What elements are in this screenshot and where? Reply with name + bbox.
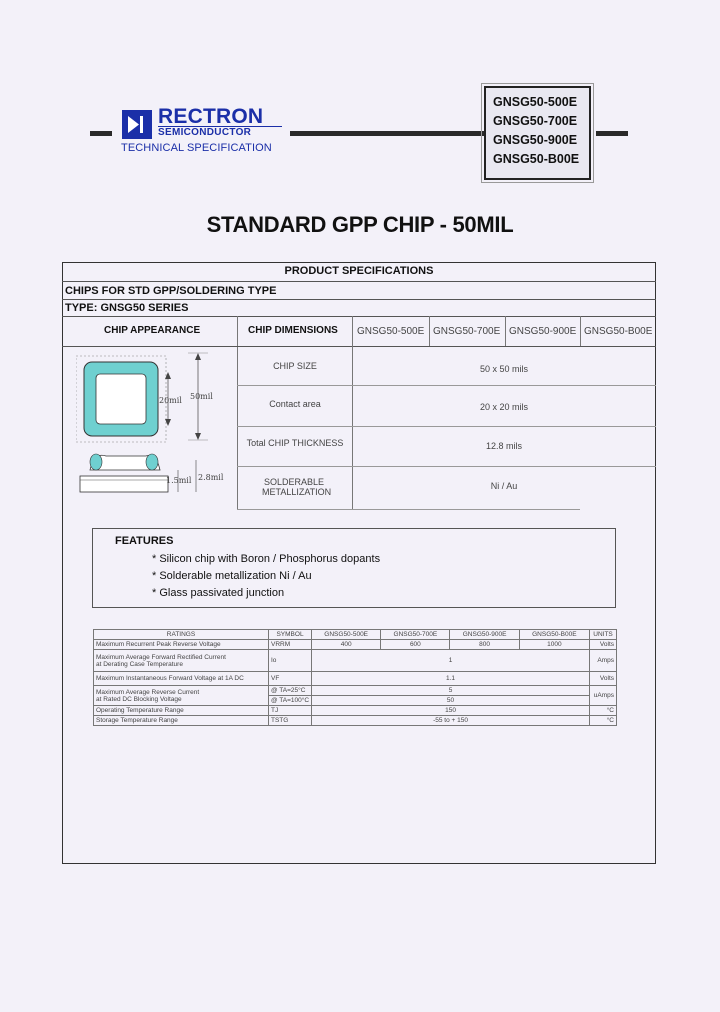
chip-appearance-header: CHIP APPEARANCE	[104, 325, 201, 336]
table-cell: 400	[312, 640, 381, 650]
model-header: GNSG50-900E	[509, 326, 577, 337]
table-header: SYMBOL	[269, 630, 312, 640]
table-cell: 50	[312, 696, 590, 706]
table-cell: °C	[590, 706, 617, 716]
ratings-table	[93, 629, 617, 726]
table-row	[94, 640, 617, 650]
table-cell: TJ	[269, 706, 312, 716]
table-cell: @ TA=100°C	[269, 696, 312, 706]
table-cell: °C	[590, 716, 617, 726]
outer-dimension-label: 50mil	[190, 392, 213, 401]
param-line: at Rated DC Blocking Voltage	[96, 695, 182, 703]
header-rule-right	[596, 131, 628, 136]
table-row	[94, 706, 617, 716]
divider	[62, 316, 656, 317]
dim-label: SOLDERABLE METALLIZATION	[262, 477, 332, 497]
part-number: GNSG50-B00E	[493, 152, 580, 166]
table-cell: Maximum Instantaneous Forward Voltage at 1A DC	[94, 672, 269, 686]
table-header-row	[94, 630, 617, 640]
inner-dimension-label: 20mil	[159, 396, 182, 405]
spec-heading: PRODUCT SPECIFICATIONS	[284, 265, 434, 277]
table-cell: 600	[381, 640, 450, 650]
header-rule-middle	[290, 131, 484, 136]
table-cell: Storage Temperature Range	[94, 716, 269, 726]
chip-dimensions-header: CHIP DIMENSIONS	[248, 325, 338, 336]
param-line: Maximum Average Reverse Current	[96, 688, 200, 696]
divider	[237, 385, 656, 386]
chips-for-label: CHIPS FOR STD GPP/SOLDERING TYPE	[65, 285, 277, 297]
table-cell: TSTG	[269, 716, 312, 726]
param-line: at Derating Case Temperature	[96, 660, 183, 668]
table-cell: VRRM	[269, 640, 312, 650]
table-header: GNSG50-900E	[450, 630, 519, 640]
part-number: GNSG50-900E	[493, 133, 578, 147]
param-line: Maximum Average Forward Rectified Current	[96, 653, 226, 661]
divider	[62, 299, 656, 300]
table-cell: 1.1	[312, 672, 590, 686]
table-cell	[94, 650, 269, 672]
table-row	[94, 716, 617, 726]
table-cell	[94, 686, 269, 706]
dim-value: 20 x 20 mils	[479, 402, 529, 412]
table-header: GNSG50-700E	[381, 630, 450, 640]
divider	[237, 466, 656, 467]
table-cell: 5	[312, 686, 590, 696]
divider	[352, 316, 353, 346]
table-cell: Operating Temperature Range	[94, 706, 269, 716]
model-header: GNSG50-500E	[357, 326, 425, 337]
table-row	[94, 672, 617, 686]
brand-subtitle: SEMICONDUCTOR	[158, 126, 282, 138]
dim-label: Contact area	[269, 399, 321, 409]
header-rule-left	[90, 131, 112, 136]
dim-label: Total CHIP THICKNESS	[246, 438, 344, 448]
divider	[62, 346, 656, 347]
table-header: GNSG50-B00E	[519, 630, 589, 640]
divider	[505, 316, 506, 346]
dim-label: CHIP SIZE	[273, 361, 317, 371]
model-header: GNSG50-700E	[433, 326, 501, 337]
divider	[62, 281, 656, 282]
page-title: STANDARD GPP CHIP - 50MIL	[206, 212, 514, 237]
table-row	[94, 650, 617, 672]
part-number: GNSG50-500E	[493, 95, 578, 109]
table-cell: Amps	[590, 650, 617, 672]
table-cell: VF	[269, 672, 312, 686]
rectron-logo-icon	[122, 110, 152, 139]
dim-value: Ni / Au	[490, 481, 518, 491]
dim-value: 50 x 50 mils	[479, 364, 529, 374]
table-cell: Maximum Recurrent Peak Reverse Voltage	[94, 640, 269, 650]
table-cell: Volts	[590, 672, 617, 686]
model-header: GNSG50-B00E	[584, 326, 653, 337]
table-header: UNITS	[590, 630, 617, 640]
dim-value: 12.8 mils	[485, 441, 522, 451]
divider	[580, 316, 581, 346]
brand-tagline: TECHNICAL SPECIFICATION	[121, 142, 272, 154]
type-label: TYPE: GNSG50 SERIES	[65, 302, 189, 314]
feature-item: * Solderable metallization Ni / Au	[152, 570, 312, 582]
table-cell: -55 to + 150	[312, 716, 590, 726]
table-cell: 800	[450, 640, 519, 650]
part-number-box	[484, 86, 591, 180]
table-cell: uAmps	[590, 686, 617, 706]
table-header: RATINGS	[94, 630, 269, 640]
table-cell: Io	[269, 650, 312, 672]
part-number: GNSG50-700E	[493, 114, 578, 128]
table-row	[94, 686, 617, 696]
divider	[237, 509, 580, 510]
table-cell: @ TA=25°C	[269, 686, 312, 696]
divider	[429, 316, 430, 346]
table-cell: Volts	[590, 640, 617, 650]
table-header: GNSG50-500E	[312, 630, 381, 640]
features-title: FEATURES	[115, 535, 174, 547]
feature-item: * Silicon chip with Boron / Phosphorus dopants	[152, 553, 381, 565]
metal-thickness-label: 1.5mil	[166, 476, 192, 485]
table-cell: 1	[312, 650, 590, 672]
divider	[237, 426, 656, 427]
table-cell: 150	[312, 706, 590, 716]
feature-item: * Glass passivated junction	[152, 587, 285, 599]
table-cell: 1000	[519, 640, 589, 650]
brand-name: RECTRON	[158, 105, 264, 128]
chip-thickness-label: 2.8mil	[198, 473, 224, 482]
